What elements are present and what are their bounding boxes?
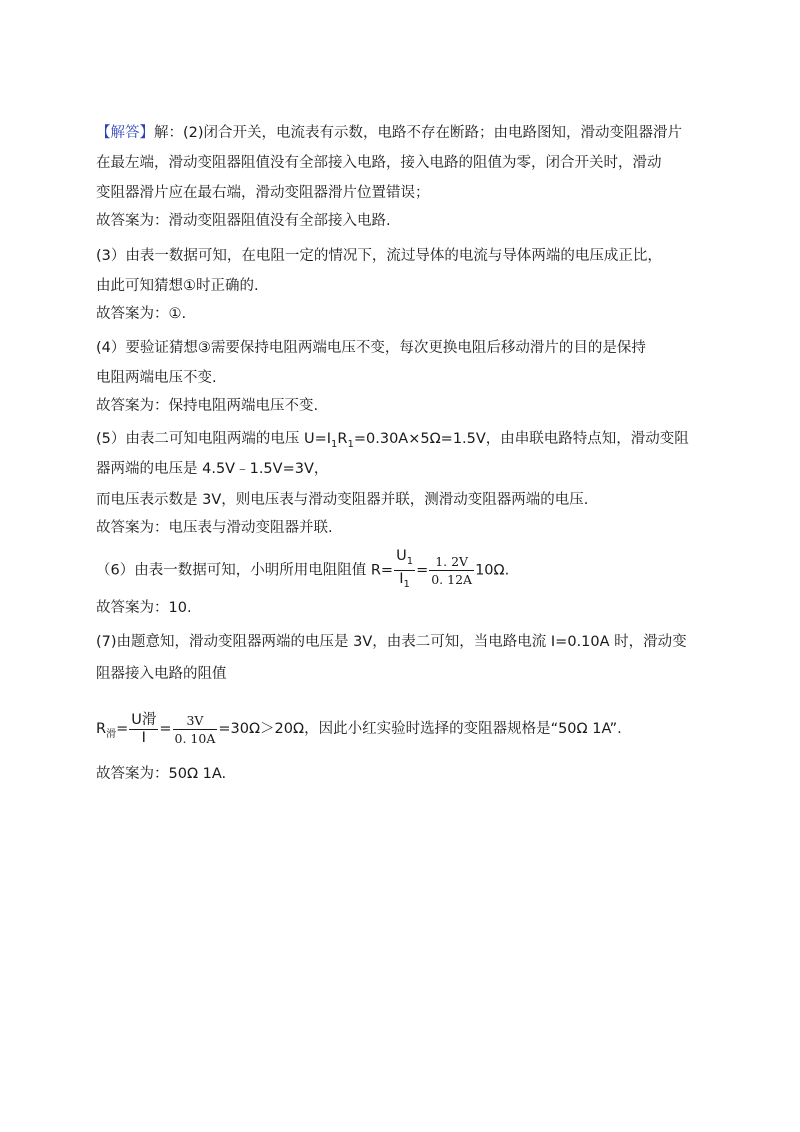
paragraph-6-equation bbox=[96, 548, 509, 593]
paragraph-4-line-1: (4）要验证猜想③需要保持电阻两端电压不变，每次更换电阻后移动滑片的目的是保持 bbox=[96, 340, 646, 356]
subscript: 1 bbox=[406, 555, 414, 567]
subscript: 1 bbox=[331, 438, 338, 450]
answer-2: 故答案为：滑动变阻器阻值没有全部接入电路. bbox=[96, 213, 391, 229]
subscript: 滑 bbox=[106, 728, 117, 740]
answer-5: 故答案为：电压表与滑动变阻器并联. bbox=[96, 520, 333, 536]
paragraph-2-line-3: 变阻器滑片应在最右端，滑动变阻器滑片位置错误； bbox=[96, 185, 430, 201]
paragraph-3-line-1: (3）由表一数据可知，在电阻一定的情况下，流过导体的电流与导体两端的电压成正比， bbox=[96, 248, 662, 264]
equals-sign: = bbox=[159, 721, 172, 737]
numerator: 3V bbox=[173, 712, 218, 730]
text-span: R bbox=[96, 721, 107, 737]
answer-4: 故答案为：保持电阻两端电压不变. bbox=[96, 398, 319, 414]
paragraph-2-line-1 bbox=[96, 123, 682, 143]
equals-sign: = bbox=[116, 721, 129, 737]
denominator: I bbox=[399, 570, 404, 587]
fraction-u1-i1 bbox=[394, 548, 415, 593]
answer-tag: 【解答】 bbox=[96, 125, 154, 141]
paragraph-7-line-2: 阻器接入电路的阻值 bbox=[96, 666, 227, 682]
paragraph-7-equation bbox=[96, 710, 622, 754]
numerator: U bbox=[396, 548, 407, 564]
answer-3: 故答案为：①. bbox=[96, 306, 187, 322]
denominator: 0. 10A bbox=[174, 730, 216, 746]
paragraph-5-line-2: 器两端的电压是 4.5V﹣1.5V=3V， bbox=[96, 461, 329, 477]
text-span: (5）由表二可知电阻两端的电压 U=I bbox=[96, 431, 332, 447]
equals-sign: = bbox=[416, 562, 429, 579]
paragraph-7-line-1: (7)由题意知，滑动变阻器两端的电压是 3V，由表二可知，当电路电流 I=0.10A 时，滑动变 bbox=[96, 634, 687, 650]
paragraph-text: 解：(2)闭合开关，电流表有示数，电路不存在断路；由电路图知，滑动变阻器滑片 bbox=[154, 125, 683, 141]
denominator: I bbox=[141, 729, 146, 746]
answer-7: 故答案为：50Ω 1A. bbox=[96, 766, 227, 782]
fraction-voltage-current bbox=[429, 553, 474, 588]
subscript: 1 bbox=[347, 438, 354, 450]
answer-6: 故答案为：10. bbox=[96, 600, 192, 616]
text-span: =0.30A×5Ω=1.5V，由串联电路特点知，滑动变阻 bbox=[353, 431, 689, 447]
text-span: （6）由表一数据可知，小明所用电阻阻值 R= bbox=[96, 562, 394, 579]
paragraph-3-line-2: 由此可知猜想①时正确的. bbox=[96, 278, 259, 294]
denominator: 0. 12A bbox=[431, 571, 473, 587]
fraction-u-i bbox=[129, 712, 158, 747]
paragraph-2-line-2: 在最左端，滑动变阻器阻值没有全部接入电路，接入电路的阻值为零，闭合开关时，滑动 bbox=[96, 155, 662, 171]
text-span: R bbox=[337, 431, 348, 447]
numerator: 1. 2V bbox=[429, 553, 474, 571]
paragraph-4-line-2: 电阻两端电压不变. bbox=[96, 370, 217, 386]
text-span: =30Ω＞20Ω，因此小红实验时选择的变阻器规格是“50Ω 1A”. bbox=[218, 721, 622, 737]
subscript: 1 bbox=[403, 578, 410, 590]
text-span: 10Ω. bbox=[475, 562, 510, 579]
numerator: U滑 bbox=[131, 711, 157, 728]
paragraph-5-line-3: 而电压表示数是 3V，则电压表与滑动变阻器并联，测滑动变阻器两端的电压. bbox=[96, 492, 589, 508]
fraction-voltage-current bbox=[173, 712, 218, 747]
paragraph-5-line-1 bbox=[96, 429, 689, 455]
